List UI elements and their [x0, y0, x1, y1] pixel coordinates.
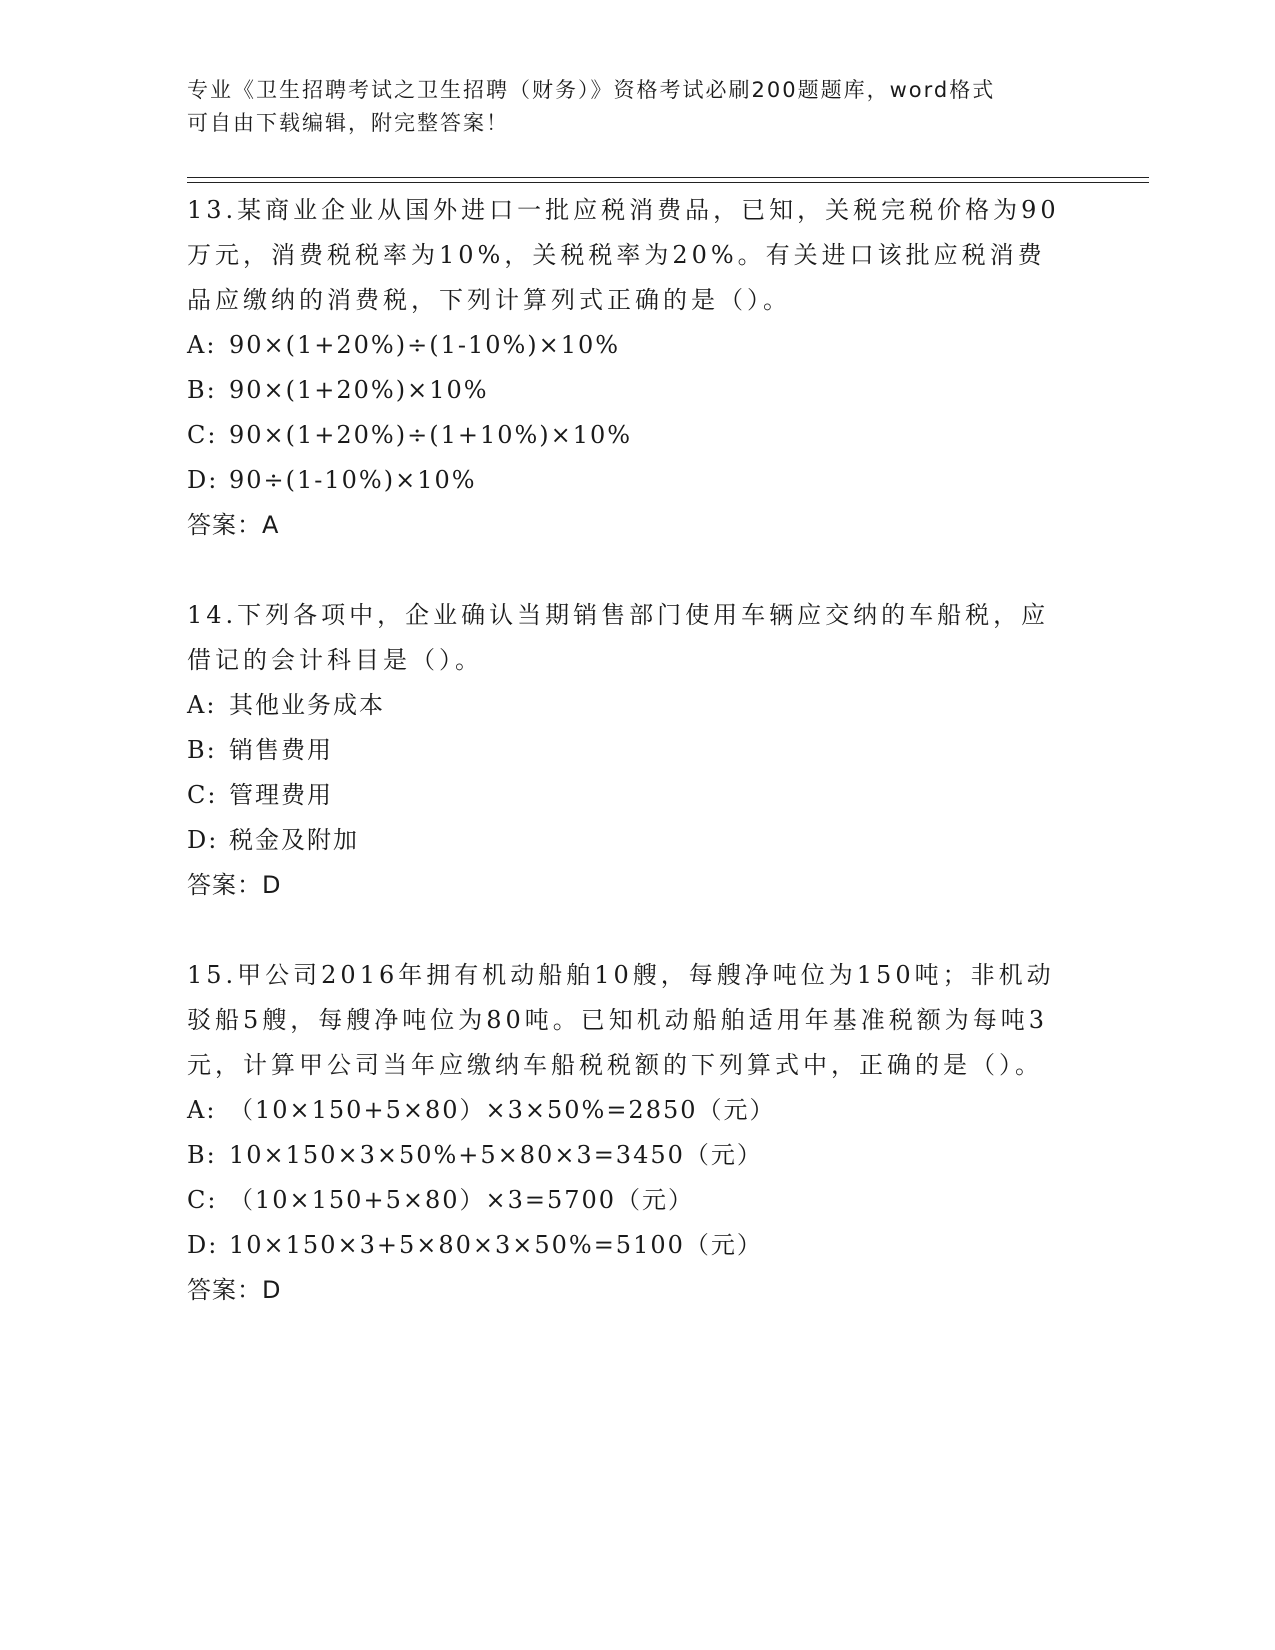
option-letter: C: [187, 781, 218, 809]
option-letter: B: [187, 736, 217, 764]
option-a [187, 1088, 1087, 1133]
question-14 [187, 593, 1087, 908]
option-text: 90×(1+20%)÷(1-10%)×10% [229, 331, 621, 359]
option-letter: C: [187, 421, 218, 449]
option-c [187, 1178, 1087, 1223]
option-letter: A: [187, 1096, 217, 1124]
option-letter: D: [187, 466, 219, 494]
option-a [187, 683, 1087, 728]
option-b [187, 368, 1087, 413]
option-text: （10×150+5×80）×3=5700（元） [229, 1186, 695, 1214]
answer-text: 答案：D [187, 1276, 282, 1304]
question-text: 15.甲公司2016年拥有机动船舶10艘，每艘净吨位为150吨；非机动驳船5艘，每艘净吨位为80吨。已知机动船舶适用年基准税额为每吨3元，计算甲公司当年应缴纳车船税税额的下列算式中，正确的是（）。 [187, 961, 1055, 1079]
option-text: 管理费用 [229, 781, 333, 809]
option-letter: D: [187, 1231, 219, 1259]
option-c [187, 413, 1087, 458]
option-text: 税金及附加 [229, 826, 359, 854]
option-c [187, 773, 1087, 818]
header-divider-bottom [187, 182, 1149, 183]
option-b [187, 1133, 1087, 1178]
option-text: 10×150×3×50%+5×80×3=3450（元） [229, 1141, 763, 1169]
question-text: 13.某商业企业从国外进口一批应税消费品，已知，关税完税价格为90万元，消费税税率为10%，关税税率为20%。有关进口该批应税消费品应缴纳的消费税，下列计算列式正确的是（）。 [187, 196, 1060, 314]
option-letter: A: [187, 331, 217, 359]
option-text: 90×(1+20%)×10% [229, 376, 489, 404]
option-letter: B: [187, 1141, 217, 1169]
header-divider-top [187, 177, 1149, 178]
option-letter: C: [187, 1186, 218, 1214]
header-line-1: 专业《卫生招聘考试之卫生招聘（财务）》资格考试必刷200题题库，word格式 [187, 78, 996, 102]
option-d [187, 818, 1087, 863]
option-letter: B: [187, 376, 217, 404]
question-text: 14.下列各项中，企业确认当期销售部门使用车辆应交纳的车船税，应借记的会计科目是（）。 [187, 601, 1050, 674]
question-spacer [187, 908, 1087, 953]
question-list [187, 188, 1087, 1313]
option-letter: D: [187, 826, 219, 854]
option-d [187, 1223, 1087, 1268]
option-text: 其他业务成本 [229, 691, 385, 719]
option-text: 10×150×3+5×80×3×50%=5100（元） [229, 1231, 763, 1259]
question-15 [187, 953, 1087, 1313]
option-text: 销售费用 [229, 736, 333, 764]
option-d [187, 458, 1087, 503]
answer-text: 答案：A [187, 511, 280, 539]
question-13 [187, 188, 1087, 548]
option-letter: A: [187, 691, 217, 719]
option-b [187, 728, 1087, 773]
question-spacer [187, 548, 1087, 593]
option-text: 90×(1+20%)÷(1+10%)×10% [229, 421, 633, 449]
header-line-2: 可自由下载编辑，附完整答案！ [187, 111, 509, 135]
option-text: （10×150+5×80）×3×50%=2850（元） [229, 1096, 776, 1124]
option-text: 90÷(1-10%)×10% [229, 466, 477, 494]
document-header [187, 74, 1067, 140]
option-a [187, 323, 1087, 368]
answer-text: 答案：D [187, 871, 282, 899]
